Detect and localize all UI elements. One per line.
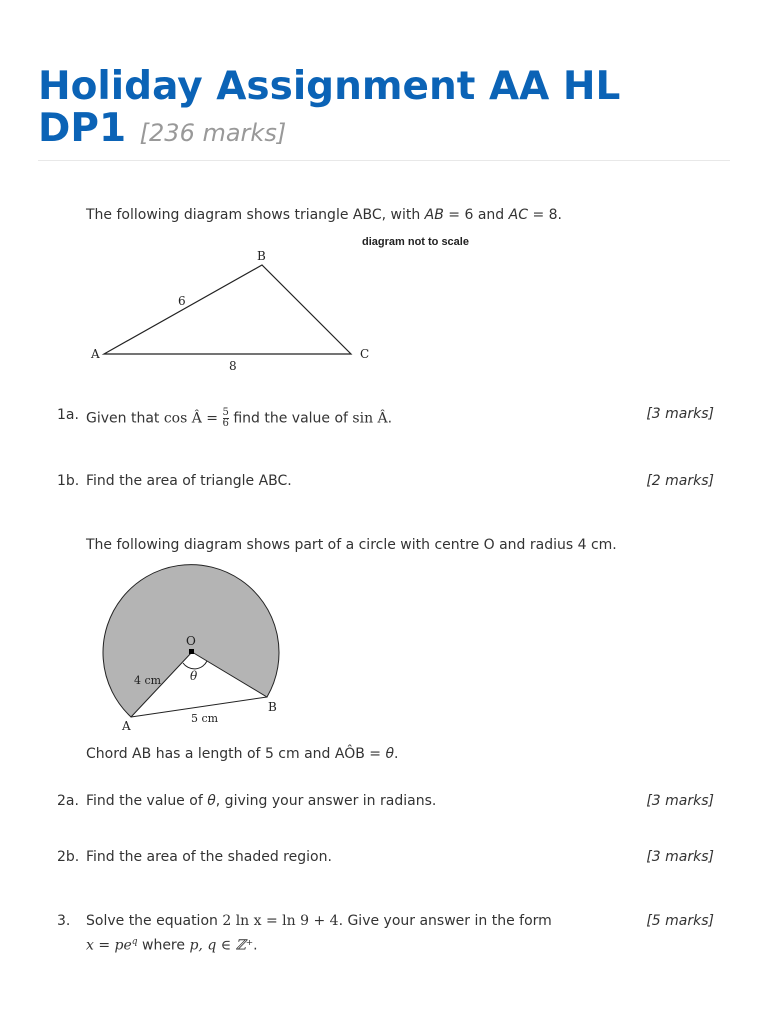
page-title: Holiday Assignment AA HL DP1 [236 marks] [38,64,621,151]
q2a-marks: [3 marks] [646,793,714,809]
q2b-text: Find the area of the shaded region. [86,849,332,865]
q3-number: 3. [57,913,71,929]
label-ab: 6 [178,294,186,308]
q1b-marks: [2 marks] [646,473,714,489]
total-marks: [236 marks] [139,119,287,147]
intro-circle: The following diagram shows part of a circle with centre O and radius 4 cm. [86,537,617,553]
q2b-number: 2b. [57,849,80,865]
intro-triangle: The following diagram shows triangle ABC, with AB = 6 and AC = 8. [86,207,562,223]
q1a-marks: [3 marks] [646,406,714,422]
q2a-number: 2a. [57,793,79,809]
q2b-marks: [3 marks] [646,849,714,865]
q1b-text: Find the area of triangle ABC. [86,473,292,489]
q1b-number: 1b. [57,473,80,489]
q2a-text: Find the value of θ, giving your answer in radians. [86,793,437,809]
label-theta: θ [190,669,198,683]
label-a2: A [122,719,131,733]
label-b2: B [268,700,277,714]
centre-point [189,649,194,654]
q3-text-line2: $x = pe^q$ where p, q ∈ ℤ⁺. [86,937,258,954]
label-o: O [186,634,196,648]
label-ac: 8 [229,359,237,373]
q1a-text: Given that cos Â = $\frac{5}{6}$ find the value of sin Â. [86,407,393,429]
q1a-number: 1a. [57,407,79,423]
q3-text: Solve the equation 2 ln x = ln 9 + 4. Give your answer in the form [86,913,552,929]
label-radius: 4 cm [134,674,162,687]
angle-arc [183,661,207,669]
label-c: C [360,347,370,361]
label-chord: 5 cm [191,712,219,725]
chord-text: Chord AB has a length of 5 cm and AÔB = θ. [86,746,399,762]
label-b: B [257,249,266,263]
diagram-note: diagram not to scale [362,236,469,248]
label-a: A [91,347,100,361]
q3-marks: [5 marks] [646,913,714,929]
